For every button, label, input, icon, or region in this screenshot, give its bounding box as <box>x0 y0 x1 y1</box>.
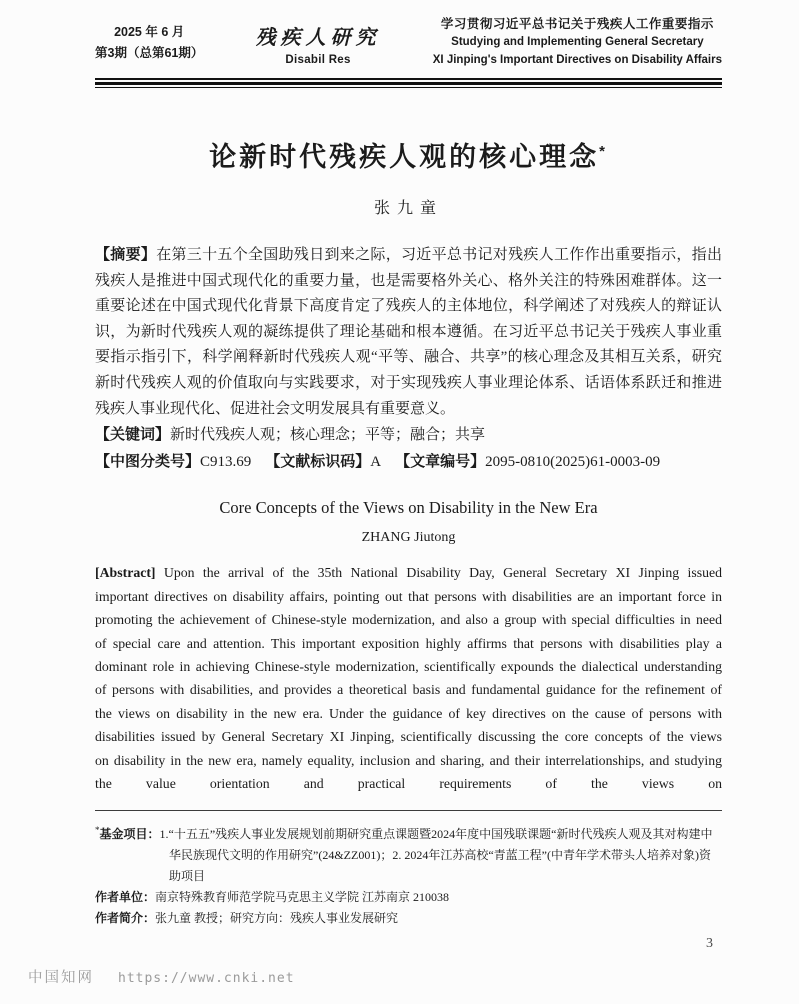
article-title-en: Core Concepts of the Views on Disability in the New Era <box>219 498 598 518</box>
cnki-watermark-cn: 中国知网 <box>28 970 94 986</box>
article-title-cn <box>95 135 722 174</box>
column-heading-en-line2: XI Jinping's Important Directives on Disability Affairs <box>432 54 722 66</box>
footnote-rule <box>95 810 722 811</box>
journal-title-en: Disabil Res <box>285 54 351 66</box>
footnotes <box>95 820 722 929</box>
header-rule <box>95 78 722 88</box>
page-header <box>95 0 722 69</box>
issue-number: 第3期（总第61期） <box>95 46 204 60</box>
funding-text: 1.“十五五”残疾人事业发展规划前期研究重点课题暨2024年度中国残联课题“新时代残疾人观及其对构建中华民族现代文明的作用研究”(24&ZZ001)；2. 2024年江苏高校“青蓝工程”(中青年学术带头人培养对象)资助项目 <box>159 827 713 884</box>
abstract-text-en: Upon the arrival of the 35th National Disability Day, General Secretary XI Jinping issued important directives on disability affairs, pointing out that persons with disabilities are an important force in promoting the achievement of Chinese-style modernization, and also a group with special difficulties in need of special care and attention. This important exposition highly affirms that persons with disabilities play a dominant role in achieving Chinese-style modernization, scientifically expounds the dialectical understanding of persons with disabilities, and provides a theoretical basis and fundamental guidance for the refinement of the views on disability in the new era. Under the guidance of key directives on the cause of persons with disabilities issued by General Secretary XI Jinping, scientifically discussing the core concepts of the views on disability in the new era, namely equality, inclusion and sharing, and their interrelationships, and studying the value orientation and practical requirements of the views on <box>95 565 722 791</box>
abstract-label-en: [Abstract] <box>95 565 156 581</box>
classification-row <box>95 449 722 476</box>
abstract-label-cn: 【摘要】 <box>95 246 157 263</box>
abstract-en <box>95 561 722 795</box>
article-id-value: 2095-0810(2025)61-0003-09 <box>485 453 661 470</box>
affiliation-label: 作者单位： <box>95 890 156 905</box>
cnki-watermark-url: https://www.cnki.net <box>118 971 295 986</box>
clc-value: C913.69 <box>200 453 252 470</box>
doc-code-label: 【文献标识码】 <box>265 452 371 470</box>
column-heading-en-line1: Studying and Implementing General Secretary <box>451 36 704 48</box>
article-id-label: 【文章编号】 <box>395 452 486 470</box>
journal-title-cn: 残疾人研究 <box>255 27 381 49</box>
column-heading <box>433 15 722 69</box>
author-bio-note <box>95 908 722 929</box>
journal-name-block <box>256 15 381 66</box>
bio-text: 张九童 教授；研究方向：残疾人事业发展研究 <box>155 911 399 926</box>
doc-code-value: A <box>370 453 382 470</box>
keywords-label: 【关键词】 <box>95 426 171 444</box>
keywords-text: 新时代残疾人观；核心理念；平等；融合；共享 <box>170 427 486 444</box>
issue-date: 2025 年 6 月 <box>114 25 185 39</box>
content-column <box>95 0 722 929</box>
author-name-cn: 张九童 <box>373 200 443 217</box>
cnki-watermark <box>28 966 295 987</box>
funding-note <box>95 820 722 887</box>
clc-label: 【中图分类号】 <box>95 452 201 470</box>
article-title-cn-text: 论新时代残疾人观的核心理念 <box>209 142 600 172</box>
title-footnote-asterisk: * <box>599 143 608 160</box>
funding-asterisk: * <box>95 825 100 836</box>
issue-info <box>95 15 203 64</box>
author-name-en: ZHANG Jiutong <box>361 530 456 546</box>
bio-label: 作者简介： <box>95 911 156 926</box>
affiliation-text: 南京特殊教育师范学院马克思主义学院 江苏南京 210038 <box>155 890 450 905</box>
keywords-row <box>95 422 722 449</box>
abstract-cn <box>95 242 722 422</box>
header-rule-line3 <box>95 87 722 89</box>
page-number: 3 <box>706 936 713 951</box>
abstract-text-cn: 在第三十五个全国助残日到来之际，习近平总书记对残疾人工作作出重要指示，指出残疾人是推进中国式现代化的重要力量，也是需要格外关心、格外关注的特殊困难群体。这一重要论述在中国式现代化背景下高度肯定了残疾人的主体地位，科学阐述了对残疾人的辩证认识，为新时代残疾人观的凝练提供了理论基础和根本遵循。在习近平总书记关于残疾人事业重要指示指引下，科学阐释新时代残疾人观“平等、融合、共享”的核心理念及其相互关系，研究新时代残疾人观的价值取向与实践要求，对于实现残疾人事业理论体系、话语体系跃迁和推进残疾人事业现代化、促进社会文明发展具有重要意义。 <box>95 247 722 417</box>
funding-label: 基金项目： <box>99 827 160 842</box>
column-heading-cn: 学习贯彻习近平总书记关于残疾人工作重要指示 <box>440 17 714 31</box>
author-affiliation-note <box>95 887 722 908</box>
